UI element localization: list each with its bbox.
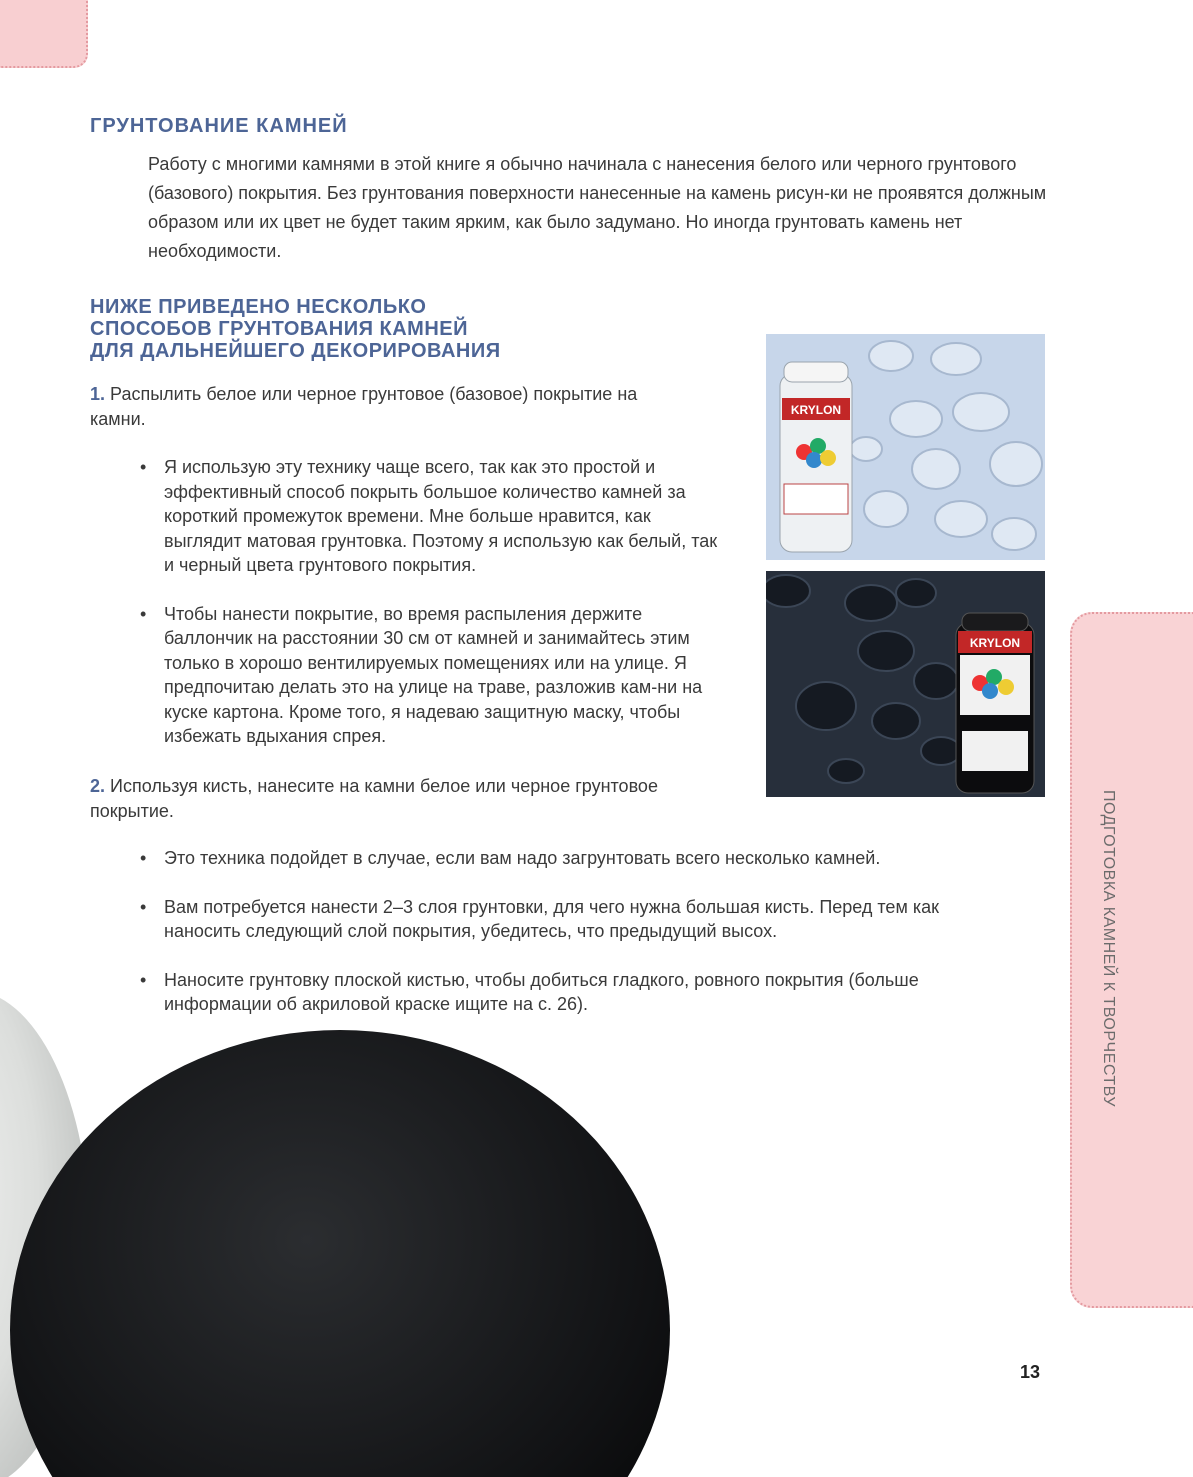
step-text: Распылить белое или черное грунтовое (базовое) покрытие на камни. [90, 384, 638, 429]
list-item [140, 846, 1020, 871]
list-item-text: Это техника подойдет в случае, если вам надо загрунтовать всего несколько камней. [164, 848, 881, 868]
bullet-icon: • [140, 848, 147, 868]
methods-heading-line: СПОСОБОВ ГРУНТОВАНИЯ КАМНЕЙ [90, 318, 468, 340]
methods-heading [90, 296, 690, 362]
step-text: Используя кисть, нанесите на камни белое или черное грунтовое покрытие. [90, 776, 658, 821]
chapter-running-title: ПОДГОТОВКА КАМНЕЙ К ТВОРЧЕСТВУ [1100, 790, 1117, 1107]
bullet-icon: • [140, 896, 147, 917]
list-item-text: Чтобы нанести покрытие, во время распыления держите баллончик на расстоянии 30 см от камней и занимайтесь этим только в хорошо вентилируемых помещениях или на улице. Я предпочитаю делать это на улице на траве, разложив кам-ни на куске картона. Кроме того, я надеваю защитную маску, чтобы избежать вдыхания спрея. [164, 603, 703, 746]
step-2 [90, 774, 740, 824]
can-label: KRYLON [969, 636, 1021, 650]
step-1-bullets [140, 455, 725, 773]
list-item [140, 455, 725, 578]
step-1 [90, 382, 690, 432]
list-item [140, 895, 1020, 944]
list-item [140, 968, 1020, 1017]
step-number: 2. [90, 776, 106, 796]
list-item-text: Вам потребуется нанести 2–3 слоя грунтовки, для чего нужна большая кисть. Перед тем как наносить следующий слой покрытия, убедитесь, что предыдущий высох. [164, 896, 939, 941]
can-label: KRYLON [790, 403, 842, 417]
list-item-text: Наносите грунтовку плоской кистью, чтобы добиться гладкого, ровного покрытия (больше информации об акриловой краске ищите на с. 26). [164, 969, 919, 1014]
intro-paragraph: Работу с многими камнями в этой книге я обычно начинала с нанесения белого или черного грунтового (базового) покрытия. Без грунтования поверхности нанесенные на камень рисун-ки не проявятся должным образом или их цвет не будет таким ярким, как было задумано. Но иногда грунтовать камень нет необходимости. [148, 154, 1047, 261]
section-heading: ГРУНТОВАНИЕ КАМНЕЙ [90, 115, 348, 137]
white-stone-decor [0, 990, 90, 1477]
methods-heading-line: НИЖЕ ПРИВЕДЕНО НЕСКОЛЬКО [90, 296, 427, 318]
methods-heading-line: ДЛЯ ДАЛЬНЕЙШЕГО ДЕКОРИРОВАНИЯ [90, 340, 501, 362]
page-number: 13 [1020, 1362, 1041, 1382]
bullet-icon: • [140, 969, 147, 990]
bullet-icon: • [140, 457, 147, 477]
photo-black-primer [766, 571, 1045, 797]
corner-tab-decor [0, 0, 88, 68]
step-number: 1. [90, 384, 106, 404]
photo-white-primer [766, 334, 1045, 560]
step-2-bullets [140, 846, 1020, 1041]
bullet-icon: • [140, 603, 147, 624]
list-item [140, 602, 725, 749]
black-stone-decor [10, 1030, 670, 1477]
list-item-text: Я использую эту технику чаще всего, так как это простой и эффективный способ покрыть большое количество камней за короткий промежуток времени. Мне больше нравится, как выглядит матовая грунтовка. Поэтому я использую как белый, так и черный цвета грунтового покрытия. [164, 457, 718, 575]
